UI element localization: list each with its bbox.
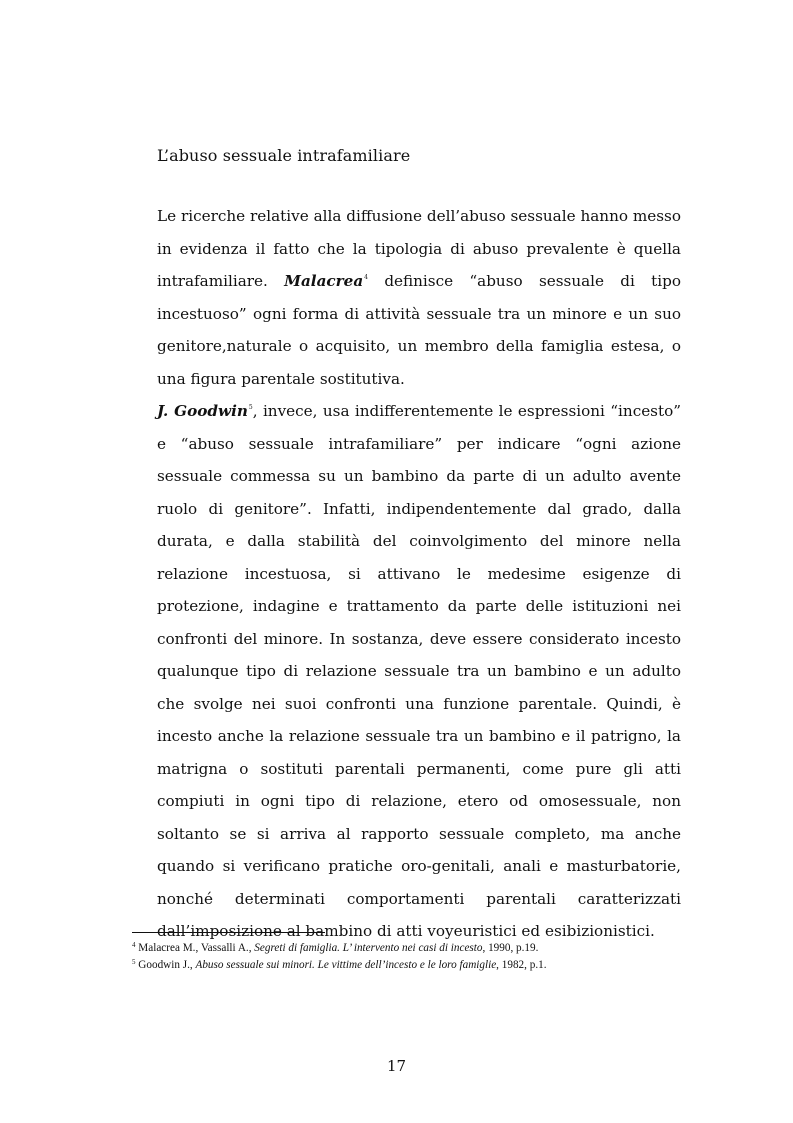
footnote-separator [132, 932, 325, 933]
footnote-title: Segreti di famiglia. L’ intervento nei casi di incesto [254, 942, 483, 954]
section-heading: L’abuso sessuale intrafamiliare [157, 146, 411, 165]
footnote-4 [132, 940, 547, 957]
footnote-title: Abuso sessuale sui minori. Le vittime dell’incesto e le loro famiglie [195, 959, 497, 971]
body-text [157, 200, 681, 948]
page-number: 17 [386, 1057, 407, 1075]
footnote-authors: Goodwin J., [138, 959, 196, 971]
author-goodwin: J. Goodwin [157, 402, 248, 420]
footnote-5 [132, 957, 547, 974]
paragraph-2 [157, 395, 681, 948]
footnote-number: 4 [132, 941, 136, 949]
footnote-details: , 1982, p.1. [496, 959, 547, 971]
paragraph-1-rest: definisce “abuso sessuale di tipo incestuoso” ogni forma di attività sessuale tra un minore e un suo genitore,naturale o acquisito, un membro della famiglia estesa, o una figura parentale sostitutiva. [157, 272, 682, 388]
footnote-ref-5[interactable]: 5 [248, 404, 253, 411]
footnote-details: , 1990, p.19. [482, 942, 539, 954]
paragraph-1-intro: Le ricerche relative alla diffusione dell’abuso sessuale hanno messo in evidenza il fatto che la tipologia di abuso prevalente è quella intrafamiliare. [157, 207, 681, 290]
author-malacrea: Malacrea [284, 272, 364, 290]
footnote-number: 5 [132, 958, 136, 966]
footnotes [132, 940, 547, 974]
paragraph-1 [157, 200, 681, 395]
footnote-authors: Malacrea M., Vassalli A., [138, 942, 255, 954]
footnote-ref-4[interactable]: 4 [364, 274, 368, 281]
paragraph-2-rest: , invece, usa indifferentemente le espressioni “incesto” e “abuso sessuale intrafamiliare” per indicare “ogni azione sessuale commessa su un bambino da parte di un adulto avente ruolo di genitore”. Infatti, indipendentemente dal grado, dalla durata, e dalla stabilità del coinvolgimento del minore nella relazione incestuosa, si attivano le medesime esigenze di protezione, indagine e trattamento da parte delle istituzioni nei confronti del minore. In sostanza, deve essere considerato incesto qualunque tipo di relazione sessuale tra un bambino e un adulto che svolge nei suoi confronti una funzione parentale. Quindi, è incesto anche la relazione sessuale tra un bambino e il patrigno, la matrigna o sostituti parentali permanenti, come pure gli atti compiuti in ogni tipo di relazione, etero od omosessuale, non soltanto se si arriva al rapporto sessuale completo, ma anche quando si verificano pratiche oro-genitali, anali e masturbatorie, nonché determinati comportamenti parentali caratterizzati dall’imposizione al bambino di atti voyeuristici ed esibizionistici. [157, 402, 681, 940]
